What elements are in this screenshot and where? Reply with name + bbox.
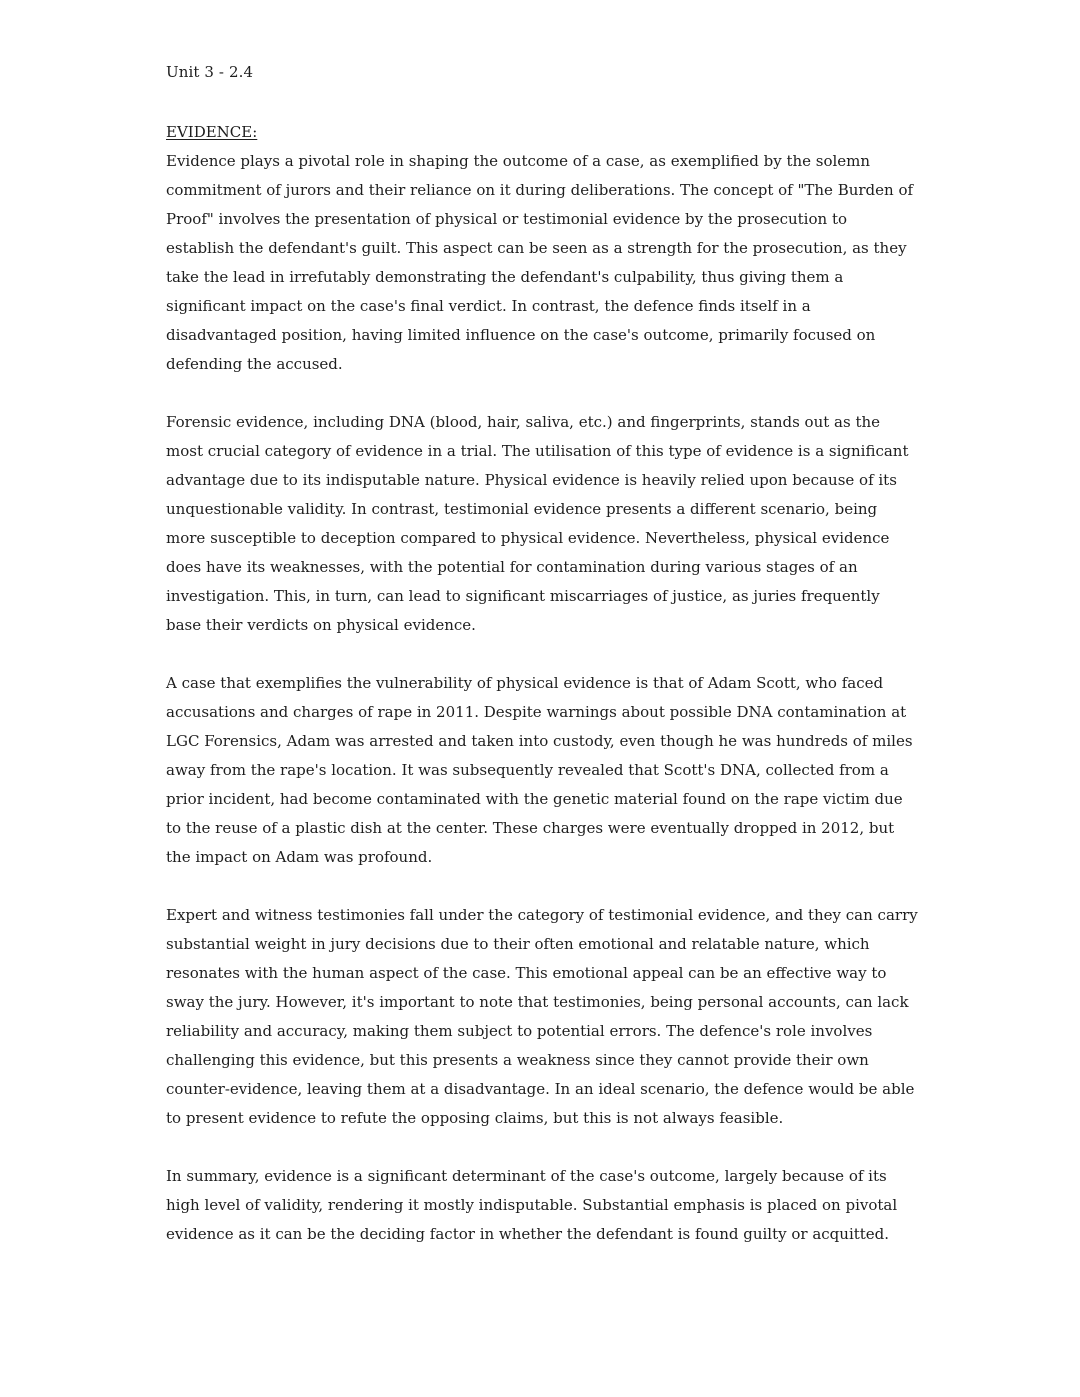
paragraph-intro: Evidence plays a pivotal role in shaping the outcome of a case, as exemplified by the solemn commitment of jurors and their reliance on it during deliberations. The concept of "The Burden of Proof" involves the presentation of physical or testimonial evidence by the prosecution to establish the defendant's guilt. This aspect can be seen as a strength for the prosecution, as they take the lead in irrefutably demonstrating the defendant's culpability, thus giving them a significant impact on the case's final verdict. In contrast, the defence finds itself in a disadvantaged position, having limited influence on the case's outcome, primarily focused on defending the accused. <box>166 152 914 373</box>
section-heading: EVIDENCE: <box>166 123 258 141</box>
paragraph-adam-scott-case: A case that exemplifies the vulnerability of physical evidence is that of Adam Scott, who faced accusations and charges of rape in 2011. Despite warnings about possible DNA contamination at LGC Forensics, Adam was arrested and taken into custody, even though he was hundreds of miles away from the rape's location. It was subsequently revealed that Scott's DNA, collected from a prior incident, had become contaminated with the genetic material found on the rape victim due to the reuse of a plastic dish at the center. These charges were eventually dropped in 2012, but the impact on Adam was profound. <box>166 674 913 866</box>
document-body <box>166 118 918 1278</box>
paragraph-forensic-evidence: Forensic evidence, including DNA (blood, hair, saliva, etc.) and fingerprints, stands out as the most crucial category of evidence in a trial. The utilisation of this type of evidence is a significant advantage due to its indisputable nature. Physical evidence is heavily relied upon because of its unquestionable validity. In contrast, testimonial evidence presents a different scenario, being more susceptible to deception compared to physical evidence. Nevertheless, physical evidence does have its weaknesses, with the potential for contamination during various stages of an investigation. This, in turn, can lead to significant miscarriages of justice, as juries frequently base their verdicts on physical evidence. <box>166 413 909 634</box>
unit-label: Unit 3 - 2.4 <box>166 63 254 81</box>
paragraph-summary: In summary, evidence is a significant determinant of the case's outcome, largely because of its high level of validity, rendering it mostly indisputable. Substantial emphasis is placed on pivotal evidence as it can be the deciding factor in whether the defendant is found guilty or acquitted. <box>166 1167 898 1243</box>
paragraph-testimonial-evidence: Expert and witness testimonies fall under the category of testimonial evidence, and they can carry substantial weight in jury decisions due to their often emotional and relatable nature, which resonates with the human aspect of the case. This emotional appeal can be an effective way to sway the jury. However, it's important to note that testimonies, being personal accounts, can lack reliability and accuracy, making them subject to potential errors. The defence's role involves challenging this evidence, but this presents a weakness since they cannot provide their own counter-evidence, leaving them at a disadvantage. In an ideal scenario, the defence would be able to present evidence to refute the opposing claims, but this is not always feasible. <box>166 906 918 1127</box>
